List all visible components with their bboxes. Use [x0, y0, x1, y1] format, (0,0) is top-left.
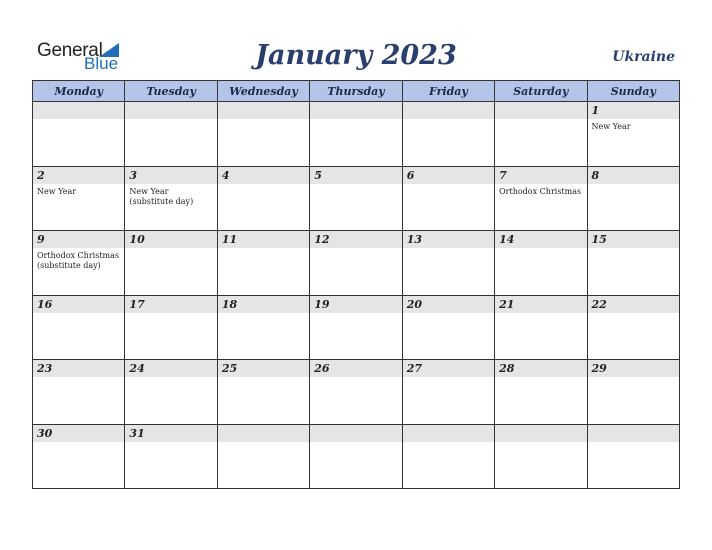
- day-cell: [587, 424, 679, 489]
- holiday-label: [125, 119, 216, 122]
- day-number: [495, 425, 586, 442]
- day-cell: [217, 166, 309, 231]
- day-cell: [402, 360, 494, 425]
- day-number: 23: [33, 360, 124, 377]
- holiday-label: [125, 313, 216, 316]
- day-cell: [217, 424, 309, 489]
- day-cell: [33, 102, 125, 167]
- day-number: [218, 102, 309, 119]
- day-cell: [33, 295, 125, 360]
- day-number: 19: [310, 296, 401, 313]
- holiday-label: Orthodox Christmas: [499, 186, 582, 196]
- holiday-label: [588, 377, 679, 380]
- day-number: 14: [495, 231, 586, 248]
- day-number: 8: [588, 167, 679, 184]
- day-cell: [33, 360, 125, 425]
- holiday-label: [310, 313, 401, 316]
- holiday-label: [495, 442, 586, 445]
- weekday-header: Friday: [402, 81, 494, 102]
- day-cell: [125, 231, 217, 296]
- day-number: 2: [33, 167, 124, 184]
- day-cell: [587, 295, 679, 360]
- day-cell: [495, 231, 587, 296]
- day-number: 30: [33, 425, 124, 442]
- holiday-label: [588, 184, 679, 187]
- holiday-label: [588, 442, 679, 445]
- day-cell: [125, 166, 217, 231]
- week-row: [33, 295, 680, 360]
- day-cell: [402, 166, 494, 231]
- holiday-label: [403, 248, 494, 251]
- day-number: [588, 425, 679, 442]
- holiday-label: [310, 119, 401, 122]
- day-cell: [587, 166, 679, 231]
- holiday-label: [125, 248, 216, 251]
- day-number: 13: [403, 231, 494, 248]
- day-cell: [33, 424, 125, 489]
- day-number: 20: [403, 296, 494, 313]
- day-cell: [217, 360, 309, 425]
- week-row: [33, 231, 680, 296]
- day-cell: [125, 295, 217, 360]
- day-number: 29: [588, 360, 679, 377]
- day-number: [403, 102, 494, 119]
- day-cell: [495, 424, 587, 489]
- day-number: 7: [495, 167, 586, 184]
- weekday-header-row: [33, 81, 680, 102]
- day-number: 31: [125, 425, 216, 442]
- day-cell: [310, 424, 402, 489]
- day-number: 15: [588, 231, 679, 248]
- day-number: 1: [588, 102, 679, 119]
- weekday-header: Saturday: [495, 81, 587, 102]
- week-row: [33, 360, 680, 425]
- day-cell: [33, 231, 125, 296]
- holiday-label: [310, 377, 401, 380]
- day-cell: [125, 424, 217, 489]
- day-cell: [310, 102, 402, 167]
- day-cell: [587, 360, 679, 425]
- week-row: [33, 424, 680, 489]
- weekday-header: Tuesday: [125, 81, 217, 102]
- day-cell: [495, 102, 587, 167]
- week-row: [33, 166, 680, 231]
- day-number: 28: [495, 360, 586, 377]
- holiday-label: [403, 313, 494, 316]
- holiday-label: New Year: [591, 122, 631, 131]
- day-number: 17: [125, 296, 216, 313]
- day-number: 12: [310, 231, 401, 248]
- holiday-label: [218, 184, 309, 187]
- holiday-label: [310, 184, 401, 187]
- calendar-title: January 2023: [255, 40, 457, 71]
- day-number: 4: [218, 167, 309, 184]
- day-number: [310, 102, 401, 119]
- day-cell: [310, 231, 402, 296]
- logo-general-text: General: [37, 40, 103, 61]
- day-cell: [310, 295, 402, 360]
- holiday-label: [218, 119, 309, 122]
- holiday-label: [33, 377, 124, 380]
- holiday-label: New Year (substitute day): [129, 186, 194, 206]
- weekday-header: Wednesday: [217, 81, 309, 102]
- day-number: 26: [310, 360, 401, 377]
- day-cell: [310, 166, 402, 231]
- day-number: [125, 102, 216, 119]
- day-number: 6: [403, 167, 494, 184]
- day-number: 9: [33, 231, 124, 248]
- day-number: 25: [218, 360, 309, 377]
- day-number: 24: [125, 360, 216, 377]
- day-number: 5: [310, 167, 401, 184]
- weekday-header: Monday: [33, 81, 125, 102]
- day-number: 18: [218, 296, 309, 313]
- holiday-label: Orthodox Christmas (substitute day): [37, 251, 119, 270]
- holiday-label: [33, 313, 124, 316]
- country-label: Ukraine: [612, 49, 675, 65]
- day-number: 11: [218, 231, 309, 248]
- day-number: 27: [403, 360, 494, 377]
- holiday-label: [310, 442, 401, 445]
- day-number: [403, 425, 494, 442]
- holiday-label: [218, 377, 309, 380]
- day-cell: [310, 360, 402, 425]
- day-number: [33, 102, 124, 119]
- day-number: [218, 425, 309, 442]
- holiday-label: [125, 377, 216, 380]
- holiday-label: [218, 442, 309, 445]
- day-cell: [33, 166, 125, 231]
- weekday-header: Thursday: [310, 81, 402, 102]
- holiday-label: [403, 442, 494, 445]
- holiday-label: [403, 377, 494, 380]
- logo-blue-text: Blue: [84, 54, 119, 73]
- day-number: [495, 102, 586, 119]
- holiday-label: [495, 313, 586, 316]
- holiday-label: [310, 248, 401, 251]
- day-cell: [495, 360, 587, 425]
- holiday-label: [588, 313, 679, 316]
- day-cell: [495, 295, 587, 360]
- day-cell: [217, 231, 309, 296]
- holiday-label: [403, 119, 494, 122]
- calendar-grid: [32, 80, 680, 489]
- holiday-label: [218, 313, 309, 316]
- day-cell: [402, 295, 494, 360]
- day-cell: [217, 102, 309, 167]
- day-cell: [587, 102, 679, 167]
- day-cell: [402, 424, 494, 489]
- day-cell: [217, 295, 309, 360]
- day-number: 10: [125, 231, 216, 248]
- holiday-label: [33, 119, 124, 122]
- day-cell: [125, 360, 217, 425]
- week-row: [33, 102, 680, 167]
- day-cell: [495, 166, 587, 231]
- day-cell: [402, 102, 494, 167]
- holiday-label: [495, 248, 586, 251]
- day-number: [310, 425, 401, 442]
- holiday-label: [218, 248, 309, 251]
- holiday-label: [495, 377, 586, 380]
- day-number: 21: [495, 296, 586, 313]
- holiday-label: [33, 442, 124, 445]
- holiday-label: New Year: [37, 186, 77, 196]
- holiday-label: [125, 442, 216, 445]
- day-cell: [402, 231, 494, 296]
- holiday-label: [495, 119, 586, 122]
- day-number: 22: [588, 296, 679, 313]
- day-number: 16: [33, 296, 124, 313]
- day-cell: [125, 102, 217, 167]
- weekday-header: Sunday: [587, 81, 679, 102]
- holiday-label: [588, 248, 679, 251]
- holiday-label: [403, 184, 494, 187]
- day-number: 3: [125, 167, 216, 184]
- day-cell: [587, 231, 679, 296]
